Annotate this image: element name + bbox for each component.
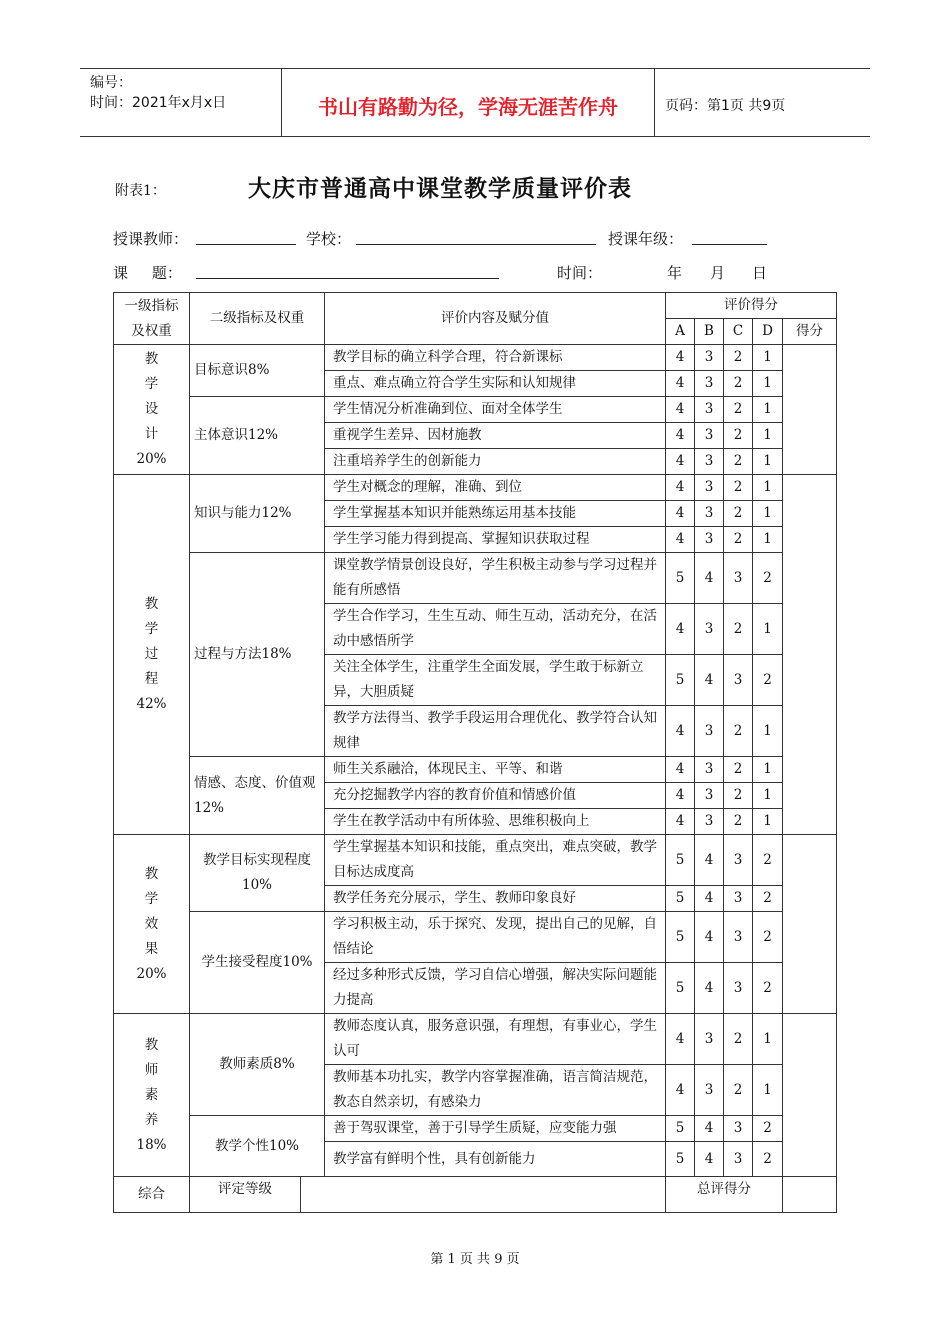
level2-literacy: 教师素质8% xyxy=(190,1014,325,1116)
month-label: 月 xyxy=(710,264,726,282)
row-14-d: 1 xyxy=(753,809,783,835)
topic-field[interactable] xyxy=(196,278,499,279)
row-15-c: 3 xyxy=(724,835,753,886)
row-2-d: 1 xyxy=(753,397,783,423)
row-1-a: 4 xyxy=(666,371,695,397)
row-3-c: 2 xyxy=(724,423,753,449)
level1-quality-0: 教 xyxy=(144,1036,159,1053)
row-7-c: 2 xyxy=(724,527,753,553)
level1-effect xyxy=(114,835,190,1014)
teacher-field[interactable] xyxy=(196,244,296,245)
level2-accept: 学生接受程度10% xyxy=(190,912,325,1014)
row-18-d: 2 xyxy=(753,963,783,1014)
row-13-b: 3 xyxy=(695,783,724,809)
level1-quality-2: 素 xyxy=(144,1086,159,1103)
header-level1: 一级指标及权重 xyxy=(114,293,190,345)
grade-label: 评定等级 xyxy=(190,1177,301,1212)
row-22-d: 2 xyxy=(753,1142,783,1177)
row-10-d: 2 xyxy=(753,655,783,706)
level1-design-3: 计 xyxy=(144,426,159,442)
row-10-b: 4 xyxy=(695,655,724,706)
row-10-content: 关注全体学生，注重学生全面发展，学生敢于标新立异，大胆质疑 xyxy=(325,655,666,706)
header-a: A xyxy=(666,319,695,345)
row-12-b: 3 xyxy=(695,757,724,783)
row-19-d: 1 xyxy=(753,1014,783,1065)
row-13-content: 充分挖掘教学内容的教育价值和情感价值 xyxy=(325,783,666,809)
row-12-c: 2 xyxy=(724,757,753,783)
level1-effect-1: 学 xyxy=(144,890,159,907)
summary-grade-cell xyxy=(190,1177,666,1213)
row-8-content: 课堂教学情景创设良好，学生积极主动参与学习过程并能有所感悟 xyxy=(325,553,666,604)
row-21-a: 5 xyxy=(666,1116,695,1142)
row-15-a: 5 xyxy=(666,835,695,886)
row-9-a: 4 xyxy=(666,604,695,655)
header-b: B xyxy=(695,319,724,345)
row-5-a: 4 xyxy=(666,475,695,501)
level2-knowledge: 知识与能力12% xyxy=(190,475,325,553)
row-18-b: 4 xyxy=(695,963,724,1014)
level1-quality-4: 18% xyxy=(136,1136,167,1153)
row-5-b: 3 xyxy=(695,475,724,501)
level1-effect-4: 20% xyxy=(136,965,167,982)
row-0-c: 2 xyxy=(724,345,753,371)
row-6-b: 3 xyxy=(695,501,724,527)
level1-quality xyxy=(114,1014,190,1177)
score-quality[interactable] xyxy=(783,1014,837,1177)
level1-design-4: 20% xyxy=(136,451,167,467)
row-20-content: 教师基本功扎实，教学内容掌握准确，语言简洁规范，教态自然亲切，有感染力 xyxy=(325,1065,666,1116)
row-2-c: 2 xyxy=(724,397,753,423)
row-14-content: 学生在教学活动中有所体验、思维积极向上 xyxy=(325,809,666,835)
level1-design xyxy=(114,345,190,475)
row-3-content: 重视学生差异、因材施教 xyxy=(325,423,666,449)
level2-goal: 目标意识8% xyxy=(190,345,325,397)
row-12-a: 4 xyxy=(666,757,695,783)
level1-process-2: 过 xyxy=(144,646,159,662)
level2-personality: 教学个性10% xyxy=(190,1116,325,1177)
level1-effect-3: 果 xyxy=(144,940,159,957)
row-22-content: 教学富有鲜明个性，具有创新能力 xyxy=(325,1142,666,1177)
row-10-a: 5 xyxy=(666,655,695,706)
level2-method: 过程与方法18% xyxy=(190,553,325,757)
row-17-b: 4 xyxy=(695,912,724,963)
row-7-b: 3 xyxy=(695,527,724,553)
row-2-content: 学生情况分析准确到位、面对全体学生 xyxy=(325,397,666,423)
row-20-d: 1 xyxy=(753,1065,783,1116)
level2-subject: 主体意识12% xyxy=(190,397,325,475)
row-3-a: 4 xyxy=(666,423,695,449)
row-0-b: 3 xyxy=(695,345,724,371)
header-left xyxy=(80,69,281,136)
level1-design-0: 教 xyxy=(144,351,159,367)
row-14-c: 2 xyxy=(724,809,753,835)
row-15-d: 2 xyxy=(753,835,783,886)
day-label: 日 xyxy=(752,264,768,282)
row-1-d: 1 xyxy=(753,371,783,397)
row-1-b: 3 xyxy=(695,371,724,397)
header-level2: 二级指标及权重 xyxy=(190,293,325,345)
row-22-b: 4 xyxy=(695,1142,724,1177)
row-13-c: 2 xyxy=(724,783,753,809)
row-8-b: 4 xyxy=(695,553,724,604)
row-4-d: 1 xyxy=(753,449,783,475)
row-18-content: 经过多种形式反馈，学习自信心增强，解决实际问题能力提高 xyxy=(325,963,666,1014)
row-11-d: 1 xyxy=(753,706,783,757)
row-6-d: 1 xyxy=(753,501,783,527)
row-9-c: 2 xyxy=(724,604,753,655)
row-7-content: 学生学习能力得到提高、掌握知识获取过程 xyxy=(325,527,666,553)
row-20-c: 2 xyxy=(724,1065,753,1116)
row-19-c: 2 xyxy=(724,1014,753,1065)
row-11-content: 教学方法得当、教学手段运用合理优化、教学符合认知规律 xyxy=(325,706,666,757)
page-title: 大庆市普通高中课堂教学质量评价表 xyxy=(248,176,632,202)
level1-effect-0: 教 xyxy=(144,865,159,882)
row-0-a: 4 xyxy=(666,345,695,371)
row-1-c: 2 xyxy=(724,371,753,397)
level2-target: 教学目标实现程度10% xyxy=(190,835,325,912)
row-5-d: 1 xyxy=(753,475,783,501)
row-4-c: 2 xyxy=(724,449,753,475)
row-20-b: 3 xyxy=(695,1065,724,1116)
level1-process-0: 教 xyxy=(144,596,159,612)
row-5-content: 学生对概念的理解，准确、到位 xyxy=(325,475,666,501)
grade-label: 授课年级： xyxy=(608,230,684,248)
page-footer: 第 1 页 共 9 页 xyxy=(430,1252,520,1267)
row-20-a: 4 xyxy=(666,1065,695,1116)
score-design[interactable] xyxy=(783,345,837,475)
level1-design-2: 设 xyxy=(144,401,159,417)
row-21-b: 4 xyxy=(695,1116,724,1142)
row-10-c: 3 xyxy=(724,655,753,706)
row-0-content: 教学目标的确立科学合理，符合新课标 xyxy=(325,345,666,371)
number-label: 编号： xyxy=(90,75,132,91)
row-15-b: 4 xyxy=(695,835,724,886)
total-label: 总评得分 xyxy=(666,1177,783,1213)
level1-quality-1: 师 xyxy=(144,1061,159,1078)
school-label: 学校： xyxy=(306,230,352,248)
row-11-b: 3 xyxy=(695,706,724,757)
page-code: 页码：第1页 共9页 xyxy=(665,97,786,114)
row-4-b: 3 xyxy=(695,449,724,475)
row-4-a: 4 xyxy=(666,449,695,475)
row-18-a: 5 xyxy=(666,963,695,1014)
row-16-content: 教学任务充分展示，学生、教师印象良好 xyxy=(325,886,666,912)
score-effect[interactable] xyxy=(783,835,837,1014)
level1-process-3: 程 xyxy=(144,671,159,687)
year-label: 年 xyxy=(667,264,683,282)
level2-emotion: 情感、态度、价值观12% xyxy=(190,757,325,835)
row-6-content: 学生掌握基本知识并能熟练运用基本技能 xyxy=(325,501,666,527)
level1-process xyxy=(114,475,190,835)
row-22-a: 5 xyxy=(666,1142,695,1177)
row-13-d: 1 xyxy=(753,783,783,809)
row-22-c: 3 xyxy=(724,1142,753,1177)
row-0-d: 1 xyxy=(753,345,783,371)
row-17-content: 学习积极主动，乐于探究、发现，提出自己的见解，自悟结论 xyxy=(325,912,666,963)
row-19-a: 4 xyxy=(666,1014,695,1065)
row-7-d: 1 xyxy=(753,527,783,553)
row-13-a: 4 xyxy=(666,783,695,809)
row-1-content: 重点、难点确立符合学生实际和认知规律 xyxy=(325,371,666,397)
row-17-d: 2 xyxy=(753,912,783,963)
row-8-a: 5 xyxy=(666,553,695,604)
row-21-c: 3 xyxy=(724,1116,753,1142)
row-15-content: 学生掌握基本知识和技能，重点突出，难点突破，教学目标达成度高 xyxy=(325,835,666,886)
row-17-c: 3 xyxy=(724,912,753,963)
row-16-b: 4 xyxy=(695,886,724,912)
level1-quality-3: 养 xyxy=(144,1111,159,1128)
row-14-b: 3 xyxy=(695,809,724,835)
row-9-content: 学生合作学习，生生互动、师生互动，活动充分，在活动中感悟所学 xyxy=(325,604,666,655)
evaluation-table xyxy=(113,292,837,1213)
header-score: 评价得分 xyxy=(666,293,837,319)
row-3-b: 3 xyxy=(695,423,724,449)
row-18-c: 3 xyxy=(724,963,753,1014)
teacher-label: 授课教师： xyxy=(113,230,189,248)
row-9-d: 1 xyxy=(753,604,783,655)
row-9-b: 3 xyxy=(695,604,724,655)
row-21-d: 2 xyxy=(753,1116,783,1142)
total-score-input[interactable] xyxy=(783,1177,837,1213)
grade-field[interactable] xyxy=(692,244,767,245)
row-7-a: 4 xyxy=(666,527,695,553)
row-19-content: 教师态度认真，服务意识强，有理想，有事业心，学生认可 xyxy=(325,1014,666,1065)
header-content: 评价内容及赋分值 xyxy=(325,293,666,345)
level1-design-1: 学 xyxy=(144,376,159,392)
row-14-a: 4 xyxy=(666,809,695,835)
row-6-c: 2 xyxy=(724,501,753,527)
time-label: 时间：2021年x月x日 xyxy=(90,95,227,111)
row-21-content: 善于驾驭课堂，善于引导学生质疑，应变能力强 xyxy=(325,1116,666,1142)
school-field[interactable] xyxy=(356,244,596,245)
level1-process-1: 学 xyxy=(144,621,159,637)
level1-effect-2: 效 xyxy=(144,915,159,932)
motto: 书山有路勤为径，学海无涯苦作舟 xyxy=(281,69,655,136)
row-11-a: 4 xyxy=(666,706,695,757)
header-d: D xyxy=(753,319,783,345)
row-17-a: 5 xyxy=(666,912,695,963)
row-8-d: 2 xyxy=(753,553,783,604)
row-16-d: 2 xyxy=(753,886,783,912)
row-4-content: 注重培养学生的创新能力 xyxy=(325,449,666,475)
level1-process-4: 42% xyxy=(136,696,167,712)
header-c: C xyxy=(724,319,753,345)
appendix-label: 附表1： xyxy=(115,183,166,199)
row-2-a: 4 xyxy=(666,397,695,423)
grade-input[interactable] xyxy=(301,1177,665,1212)
row-11-c: 2 xyxy=(724,706,753,757)
row-5-c: 2 xyxy=(724,475,753,501)
page-header xyxy=(80,68,870,137)
time-field-label: 时间： xyxy=(557,264,603,282)
header-got: 得分 xyxy=(783,319,837,345)
row-16-c: 3 xyxy=(724,886,753,912)
row-8-c: 3 xyxy=(724,553,753,604)
row-2-b: 3 xyxy=(695,397,724,423)
row-3-d: 1 xyxy=(753,423,783,449)
row-6-a: 4 xyxy=(666,501,695,527)
topic-label: 课 题： xyxy=(113,264,182,282)
row-12-content: 师生关系融洽，体现民主、平等、和谐 xyxy=(325,757,666,783)
row-19-b: 3 xyxy=(695,1014,724,1065)
row-12-d: 1 xyxy=(753,757,783,783)
score-process[interactable] xyxy=(783,475,837,835)
row-16-a: 5 xyxy=(666,886,695,912)
summary-label: 综合 xyxy=(114,1177,190,1213)
